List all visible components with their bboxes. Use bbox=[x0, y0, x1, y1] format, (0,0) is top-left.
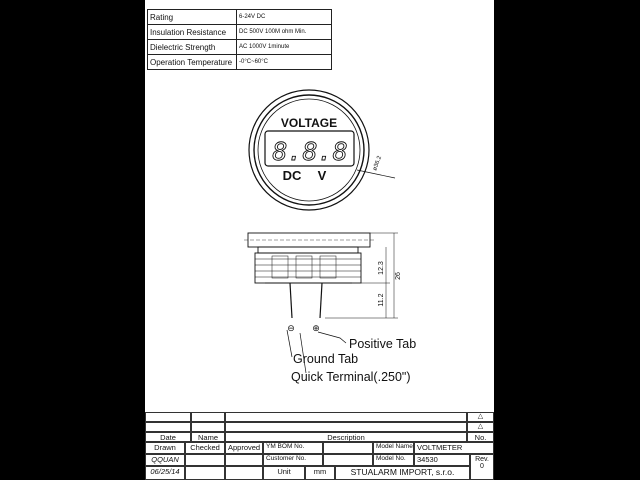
model-name-label: Model Name bbox=[373, 442, 414, 454]
drawn-date: 06/25/14 bbox=[145, 466, 185, 480]
minus-symbol: ⊖ bbox=[287, 324, 295, 334]
spec-value: DC 500V 100M ohm Min. bbox=[237, 25, 332, 40]
spec-value: 6-24V DC bbox=[237, 10, 332, 25]
title-block bbox=[145, 412, 494, 480]
header-name: Name bbox=[191, 432, 225, 442]
positive-terminal bbox=[320, 283, 322, 318]
checked-label: Checked bbox=[185, 442, 225, 454]
revision-cell bbox=[191, 422, 225, 432]
plus-symbol: ⊕ bbox=[312, 324, 320, 334]
header-date: Date bbox=[145, 432, 191, 442]
revision-mark: △ bbox=[467, 422, 494, 432]
unit-label: Unit bbox=[263, 466, 305, 480]
customer-no-value bbox=[323, 454, 373, 466]
revision-cell bbox=[225, 412, 467, 422]
spec-label: Operation Temperature bbox=[148, 55, 237, 70]
revision-cell bbox=[145, 412, 191, 422]
ground-terminal bbox=[290, 283, 292, 318]
dc-label: DC bbox=[282, 168, 302, 183]
spec-value: -0°C~60°C bbox=[237, 55, 332, 70]
positive-leader bbox=[318, 332, 346, 343]
ym-bom-label: YM BOM No. bbox=[263, 442, 323, 454]
ground-tab-label: Ground Tab bbox=[293, 352, 359, 366]
header-no: No. bbox=[467, 432, 494, 442]
revision-cell bbox=[225, 422, 467, 432]
rev-value: 0 bbox=[480, 463, 484, 471]
approved-label: Approved bbox=[225, 442, 263, 454]
display-digits: 8.8.8 bbox=[272, 137, 348, 166]
quick-terminal-label: Quick Terminal(.250") bbox=[291, 370, 411, 384]
revision-cell bbox=[145, 422, 191, 432]
customer-no-label: Customer No. bbox=[263, 454, 323, 466]
spec-label: Rating bbox=[148, 10, 237, 25]
dimension-upper-label: 12.3 bbox=[378, 261, 385, 275]
v-label: V bbox=[317, 168, 327, 183]
housing-neck bbox=[258, 247, 358, 253]
drawn-label: Drawn bbox=[145, 442, 185, 454]
dimension-total-label: 26 bbox=[395, 272, 402, 280]
bezel-flange bbox=[248, 233, 370, 247]
dimension-lower-label: 11.2 bbox=[378, 293, 385, 307]
rev-label: Rev. bbox=[475, 456, 489, 463]
positive-tab-label: Positive Tab bbox=[349, 337, 417, 351]
checked-date bbox=[185, 466, 225, 480]
spec-value: AC 1000V 1minute bbox=[237, 40, 332, 55]
checked-by bbox=[185, 454, 225, 466]
header-description: Description bbox=[225, 432, 467, 442]
model-name-value: VOLTMETER bbox=[414, 442, 494, 454]
revision-box bbox=[470, 454, 494, 480]
spec-label: Insulation Resistance bbox=[148, 25, 237, 40]
model-no-label: Model No. bbox=[373, 454, 414, 466]
diameter-label: ø36.2 bbox=[372, 155, 384, 172]
ground-leader bbox=[287, 330, 292, 357]
ym-bom-value bbox=[323, 442, 373, 454]
side-view bbox=[244, 233, 398, 318]
drawn-by: QQUAN bbox=[145, 454, 185, 466]
housing-body bbox=[255, 253, 361, 283]
company-name: STUALARM IMPORT, s.r.o. bbox=[335, 466, 470, 480]
unit-value: mm bbox=[305, 466, 335, 480]
revision-cell bbox=[191, 412, 225, 422]
spec-label: Dielectric Strength bbox=[148, 40, 237, 55]
revision-mark: △ bbox=[467, 412, 494, 422]
voltage-label: VOLTAGE bbox=[280, 116, 338, 130]
model-no-value: 34530 bbox=[414, 454, 470, 466]
approved-by bbox=[225, 454, 263, 466]
approved-date bbox=[225, 466, 263, 480]
